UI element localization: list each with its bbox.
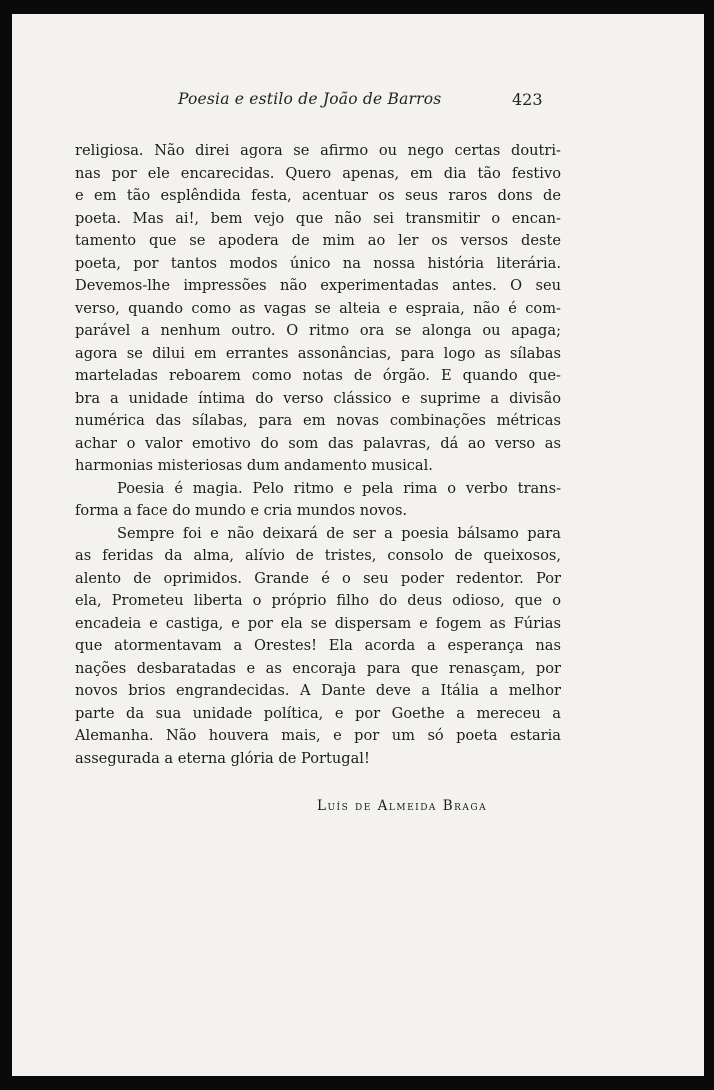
text-line: alento de oprimidos. Grande é o seu poder redentor. Por (75, 569, 561, 587)
text-line: verso, quando como as vagas se alteia e espraia, não é com- (75, 299, 561, 317)
text-line: Poesia é magia. Pelo ritmo e pela rima o verbo trans- (117, 479, 561, 497)
page-header (12, 90, 704, 116)
text-line: Alemanha. Não houvera mais, e por um só poeta estaria (75, 727, 561, 744)
text-line: harmonias misteriosas dum andamento musical. (75, 457, 433, 474)
book-page (12, 14, 704, 1076)
text-line: Devemos-lhe impressões não experimentadas antes. O seu (75, 277, 561, 294)
text-line: bra a unidade íntima do verso clássico e suprime a divisão (75, 389, 561, 407)
text-line: novos brios engrandecidas. A Dante deve a Itália a melhor (75, 682, 561, 699)
text-line: numérica das sílabas, para em novas combinações métricas (75, 412, 561, 429)
author-signature: Luís de Almeida Braga (317, 798, 488, 814)
text-line: agora se dilui em errantes assonâncias, para logo as sílabas (75, 344, 561, 362)
text-line: parável a nenhum outro. O ritmo ora se alonga ou apaga; (75, 322, 561, 339)
text-line: as feridas da alma, alívio de tristes, consolo de queixosos, (75, 547, 561, 564)
body-text (75, 140, 561, 770)
text-line: tamento que se apodera de mim ao ler os versos deste (75, 232, 561, 249)
text-line: e em tão esplêndida festa, acentuar os seus raros dons de (75, 187, 561, 204)
text-line: ela, Prometeu liberta o próprio filho do deus odioso, que o (75, 592, 561, 609)
text-line: poeta, por tantos modos único na nossa história literária. (75, 254, 561, 272)
text-line: assegurada a eterna glória de Portugal! (75, 749, 370, 767)
paragraph-2 (75, 478, 561, 523)
text-line: nas por ele encarecidas. Quero apenas, em dia tão festivo (75, 164, 561, 182)
text-line: encadeia e castiga, e por ela se dispersam e fogem as Fúrias (75, 614, 561, 632)
paragraph-3 (75, 523, 561, 771)
text-line: religiosa. Não direi agora se afirmo ou nego certas doutri- (75, 142, 561, 159)
text-line: marteladas reboarem como notas de órgão. E quando que- (75, 367, 561, 384)
text-line: forma a face do mundo e cria mundos novos. (75, 502, 408, 519)
text-line: que atormentavam a Orestes! Ela acorda a esperança nas (75, 637, 561, 654)
text-line: nações desbaratadas e as encoraja para que renasçam, por (75, 659, 561, 677)
paragraph-1 (75, 140, 561, 478)
text-line: achar o valor emotivo do som das palavras, dá ao verso as (75, 434, 561, 452)
page-number: 423 (512, 90, 543, 109)
running-title: Poesia e estilo de João de Barros (178, 90, 442, 108)
text-line: parte da sua unidade política, e por Goethe a mereceu a (75, 704, 561, 722)
text-line: Sempre foi e não deixará de ser a poesia bálsamo para (117, 524, 561, 542)
text-line: poeta. Mas ai!, bem vejo que não sei transmitir o encan- (75, 209, 561, 227)
